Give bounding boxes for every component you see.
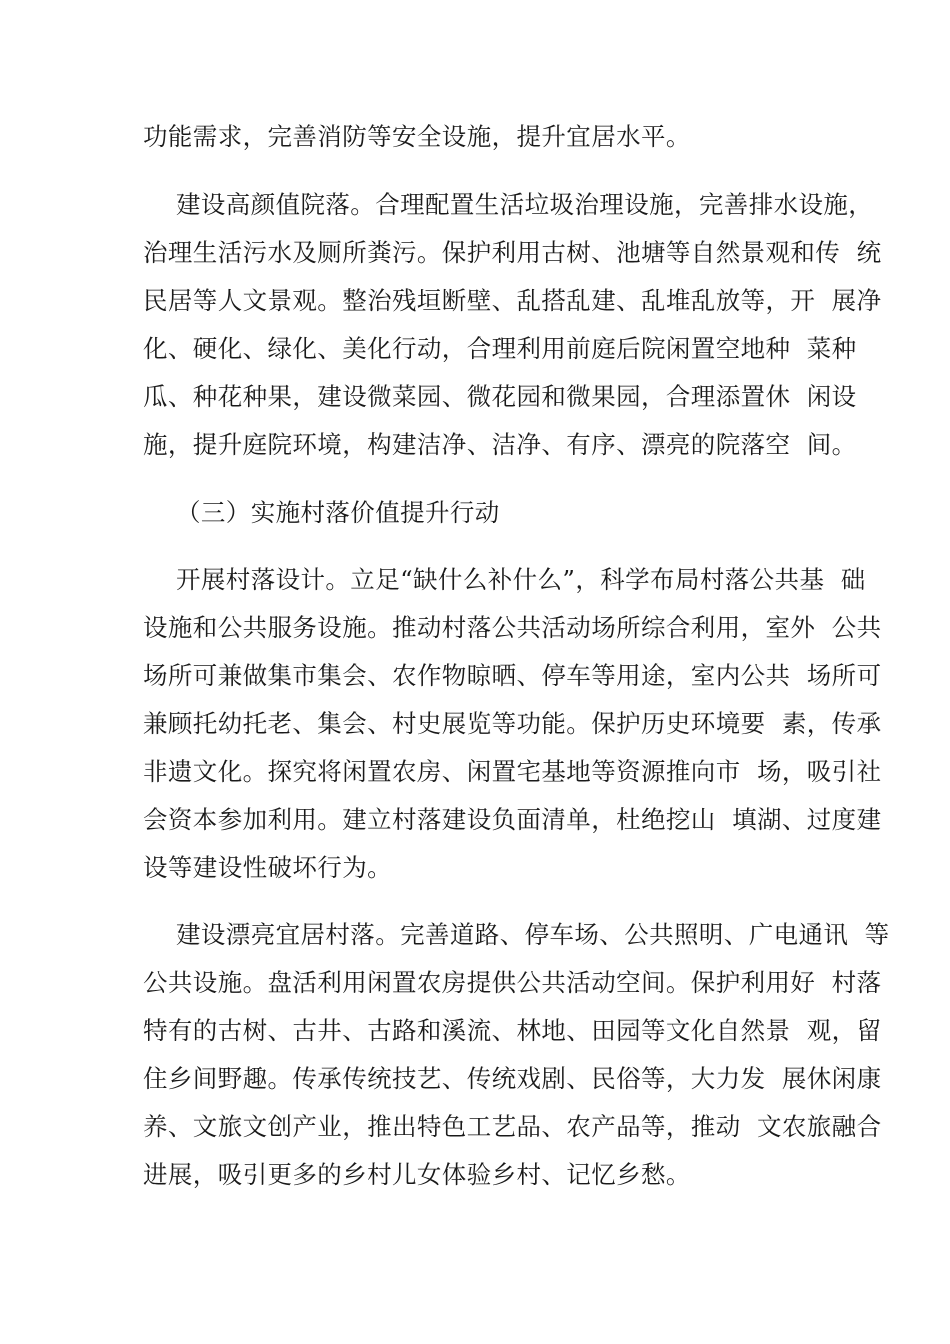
- text-line: 化、硬化、绿化、美化行动，合理利用前庭后院闲置空地种 菜种: [143, 334, 857, 363]
- text-line: 兼顾托幼托老、集会、村史展览等功能。保护历史环境要 素，传承: [143, 709, 882, 738]
- paragraph-first-line: 建设高颜值院落。合理配置生活垃圾治理设施，完善排水设施，: [176, 190, 874, 219]
- text-line: 设等建设性破坏行为。: [143, 853, 392, 882]
- text-line: 场所可兼做集市集会、农作物晾晒、停车等用途，室内公共 场所可: [143, 661, 882, 690]
- text-line: 会资本参加利用。建立村落建设负面清单，杜绝挖山 填湖、过度建: [143, 805, 882, 834]
- text-line: 民居等人文景观。整治残垣断壁、乱搭乱建、乱堆乱放等，开 展净: [143, 286, 882, 315]
- text-line: 设施和公共服务设施。推动村落公共活动场所综合利用，室外 公共: [143, 613, 882, 642]
- text-line: 公共设施。盘活利用闲置农房提供公共活动空间。保护利用好 村落: [143, 968, 882, 997]
- paragraph-first-line: 建设漂亮宜居村落。完善道路、停车场、公共照明、广电通讯 等: [176, 920, 890, 949]
- text-line: 治理生活污水及厕所粪污。保护利用古树、池塘等自然景观和传 统: [143, 238, 882, 267]
- text-line: 特有的古树、古井、古路和溪流、林地、田园等文化自然景 观，留: [143, 1016, 882, 1045]
- paragraph-first-line: 开展村落设计。立足“缺什么补什么”，科学布局村落公共基 础: [176, 565, 866, 594]
- section-heading: （三）实施村落价值提升行动: [176, 498, 500, 527]
- text-line: 瓜、种花种果，建设微菜园、微花园和微果园，合理添置休 闲设: [143, 382, 857, 411]
- text-line: 功能需求，完善消防等安全设施，提升宜居水平。: [143, 122, 691, 151]
- text-line: 非遗文化。探究将闲置农房、闲置宅基地等资源推向市 场，吸引社: [143, 757, 882, 786]
- text-line: 住乡间野趣。传承传统技艺、传统戏剧、民俗等，大力发 展休闲康: [143, 1064, 882, 1093]
- text-line: 养、文旅文创产业，推出特色工艺品、农产品等，推动 文农旅融合: [143, 1112, 882, 1141]
- text-line: 施，提升庭院环境，构建洁净、洁净、有序、漂亮的院落空 间。: [143, 430, 857, 459]
- text-line: 进展，吸引更多的乡村儿女体验乡村、记忆乡愁。: [143, 1160, 691, 1189]
